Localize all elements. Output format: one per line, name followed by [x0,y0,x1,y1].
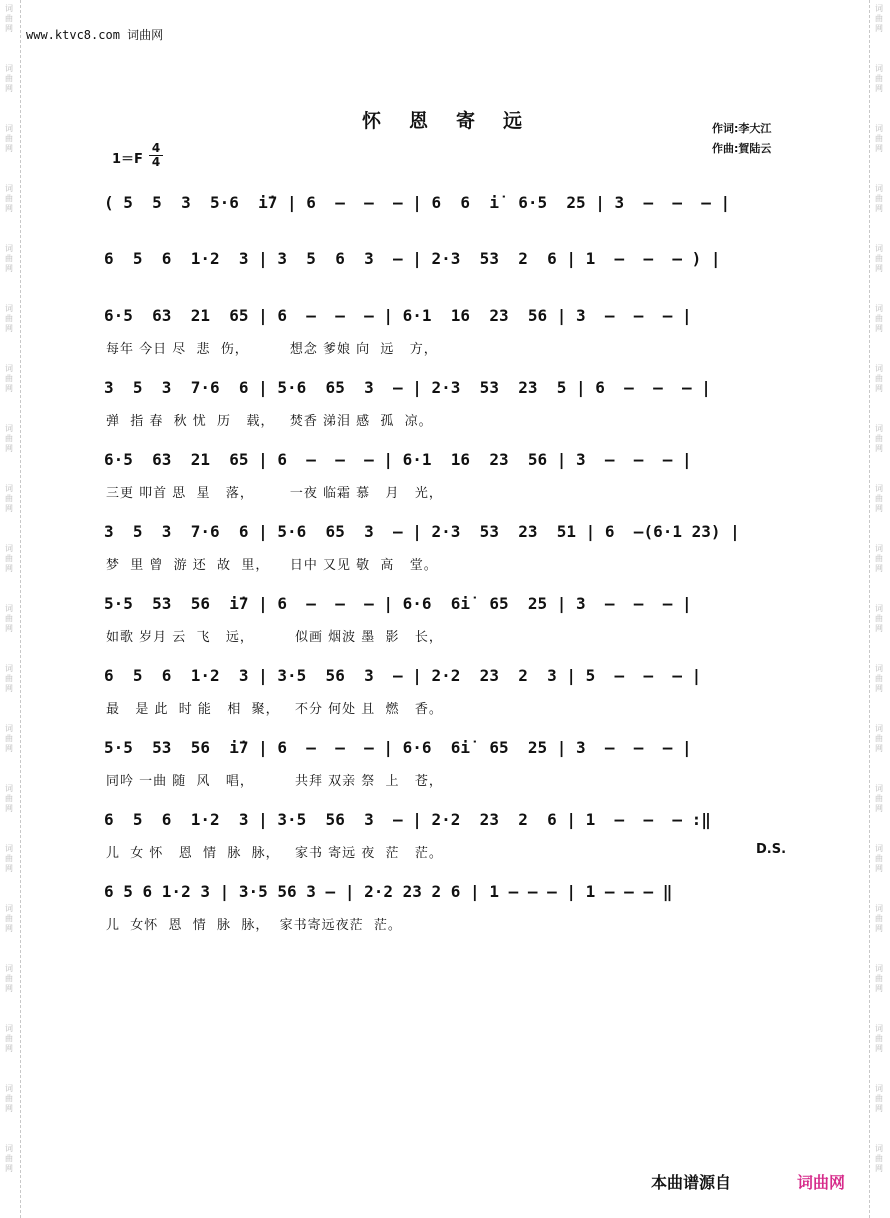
watermark-text: 词曲网 [5,1144,13,1173]
lyric-line-4: 弹 指 春 秋 忧 历 载， 焚香 涕泪 感 孤 凉。 [106,414,433,429]
left-watermark-strip [0,0,21,1218]
watermark-text: 词曲网 [875,1084,883,1113]
watermark-text: 词曲网 [875,544,883,573]
watermark-text: 词曲网 [5,304,13,333]
watermark-text: 词曲网 [5,4,13,33]
lyricist-credit: 作词:李大江 [712,122,772,135]
lyric-line-10: 儿 女 怀 恩 情 脉 脉， 家书 寄远 夜 茫 茫。 [106,846,443,861]
watermark-text: 词曲网 [5,844,13,873]
watermark-text: 词曲网 [5,184,13,213]
watermark-text: 词曲网 [5,544,13,573]
score-line-1: ( 5 5 3 5·6 i̇7 | 6 — — — | 6 6 i̇ 6·5 25 | 3 — — — | [104,193,731,212]
meter-top: 4 [151,141,161,155]
site-url[interactable]: www.ktvc8.com 词曲网 [26,28,164,42]
watermark-text: 词曲网 [875,904,883,933]
score-line-10: 6 5 6 1·2 3 | 3·5 56 3 — | 2·2 23 2 6 | 1 — — — :‖ [104,810,711,829]
time-signature [149,143,163,168]
lyric-line-7: 如歌 岁月 云 飞 远， 似画 烟波 墨 影 长， [106,630,443,645]
right-watermark-strip [869,0,890,1218]
watermark-text: 词曲网 [5,664,13,693]
watermark-text: 词曲网 [875,664,883,693]
lyric-line-3: 每年 今日 尽 悲 伤， 想念 爹娘 向 远 方， [106,342,438,357]
watermark-text: 词曲网 [875,244,883,273]
watermark-text: 词曲网 [5,124,13,153]
watermark-text: 词曲网 [5,604,13,633]
watermark-text: 词曲网 [5,364,13,393]
score-line-8: 6 5 6 1·2 3 | 3·5 56 3 — | 2·2 23 2 3 | 5 — — — | [104,666,702,685]
watermark-text: 词曲网 [875,604,883,633]
score-line-3: 6·5 63 21 65 | 6 — — — | 6·1 16 23 56 | 3 — — — | [104,306,692,325]
watermark-text: 词曲网 [875,364,883,393]
watermark-text: 词曲网 [875,124,883,153]
score-line-7: 5·5 53 56 i̇7 | 6 — — — | 6·6 6i̇ 65 25 | 3 — — — | [104,594,692,613]
watermark-text: 词曲网 [5,64,13,93]
meter-bottom: 4 [151,155,161,169]
lyric-line-5: 三更 叩首 思 星 落， 一夜 临霜 慕 月 光， [106,486,443,501]
watermark-text: 词曲网 [5,424,13,453]
score-line-2: 6 5 6 1·2 3 | 3 5 6 3 — | 2·3 53 2 6 | 1 — — — ) | [104,249,721,268]
watermark-text: 词曲网 [875,184,883,213]
score-line-9: 5·5 53 56 i̇7 | 6 — — — | 6·6 6i̇ 65 25 | 3 — — — | [104,738,692,757]
lyric-line-11: 儿 女怀 恩 情 脉 脉， 家书寄远夜茫 茫。 [106,918,402,933]
watermark-text: 词曲网 [875,1024,883,1053]
score-line-4: 3 5 3 7·6 6 | 5·6 65 3 — | 2·3 53 23 5 | 6 — — — | [104,378,711,397]
watermark-text: 词曲网 [875,844,883,873]
watermark-text: 词曲网 [5,484,13,513]
score-line-5: 6·5 63 21 65 | 6 — — — | 6·1 16 23 56 | 3 — — — | [104,450,692,469]
watermark-text: 词曲网 [5,784,13,813]
watermark-text: 词曲网 [5,904,13,933]
watermark-text: 词曲网 [875,784,883,813]
watermark-text: 词曲网 [875,4,883,33]
watermark-text: 词曲网 [5,724,13,753]
score-line-6: 3 5 3 7·6 6 | 5·6 65 3 — | 2·3 53 23 51 | 6 —(6·1 23) | [104,522,740,541]
watermark-text: 词曲网 [875,424,883,453]
watermark-text: 词曲网 [875,1144,883,1173]
score-line-11: 6 5 6 1·2 3 | 3·5 56 3 — | 2·2 23 2 6 | 1 — — — | 1 — — — ‖ [104,882,673,901]
composer-credit: 作曲:賀陆云 [712,142,772,155]
watermark-text: 词曲网 [5,1084,13,1113]
ds-mark: D.S. [756,842,787,857]
watermark-text: 词曲网 [875,304,883,333]
brand-link[interactable]: 词曲网 [797,1173,846,1192]
watermark-text: 词曲网 [875,964,883,993]
watermark-text: 词曲网 [5,244,13,273]
source-label: 本曲谱源自 [651,1173,732,1192]
watermark-text: 词曲网 [875,724,883,753]
lyric-line-9: 同吟 一曲 随 风 唱， 共拜 双亲 祭 上 苍， [106,774,443,789]
watermark-text: 词曲网 [5,1024,13,1053]
watermark-text: 词曲网 [875,484,883,513]
song-title: 怀恩寄远 [362,110,551,132]
key-signature: 1＝F [112,152,143,167]
watermark-text: 词曲网 [875,64,883,93]
watermark-text: 词曲网 [5,964,13,993]
lyric-line-8: 最 是 此 时 能 相 聚， 不分 何处 且 燃 香。 [106,702,443,717]
lyric-line-6: 梦 里 曾 游 还 故 里， 日中 又见 敬 高 堂。 [106,558,438,573]
